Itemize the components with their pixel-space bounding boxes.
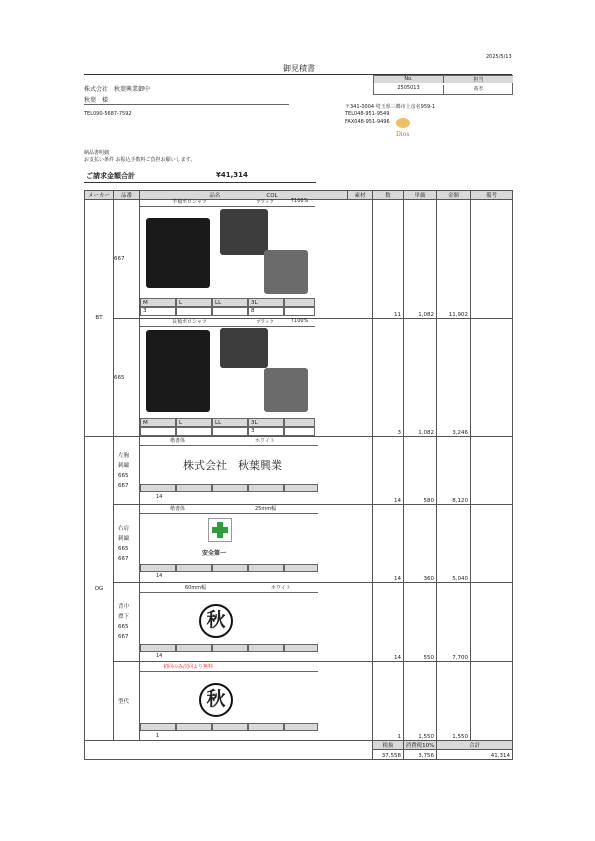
item-amount: 3,246 xyxy=(437,319,471,437)
item-code: 665 xyxy=(114,319,140,437)
header-qty: 数 xyxy=(373,191,404,200)
footer-labels xyxy=(85,741,513,750)
total-rule xyxy=(84,182,316,183)
og-price: 1,550 xyxy=(404,662,437,741)
staff-value: 髙氷 xyxy=(443,85,513,94)
og-count: 14 xyxy=(156,494,163,500)
header-name: 品名 COL xyxy=(140,191,348,200)
header-remarks: 備考 xyxy=(471,191,513,200)
og-qty: 1 xyxy=(373,662,404,741)
detail-image xyxy=(264,368,308,412)
vendor-fax: FAX048-951-9496 xyxy=(345,119,390,125)
og-count: 14 xyxy=(156,573,163,579)
logo-swirl-icon xyxy=(396,118,410,128)
item-code: 667 xyxy=(114,200,140,319)
size-grid: M L LL 3L xyxy=(140,298,315,308)
og-font: 楷書体 xyxy=(170,438,186,444)
og-qty: 14 xyxy=(373,505,404,583)
tax-value: 3,756 xyxy=(404,750,437,760)
og-note: 初回のみ次回より無料 xyxy=(163,664,214,670)
og-color: ホワイト xyxy=(255,438,275,444)
total-label: ご請求金額合計 xyxy=(86,172,135,180)
item-name: 半袖ポロシャツ xyxy=(172,199,207,205)
item-color: ブラック xyxy=(256,320,274,325)
og-code: 型代 xyxy=(114,662,140,741)
grand-total-value: 41,314 xyxy=(437,750,513,760)
item-color: ブラック xyxy=(256,200,274,205)
og-amount: 7,700 xyxy=(437,583,471,662)
customer-company: 株式会社 秋葉興業御中 xyxy=(84,86,151,93)
polo-shirt-image xyxy=(146,218,210,288)
og-price: 580 xyxy=(404,437,437,505)
og-font: 楷書体 xyxy=(170,506,186,512)
notes-line2: お支払い条件 お振込手数料ご負担お願いします。 xyxy=(84,157,196,163)
subtotal-label: 税抜 xyxy=(373,741,404,750)
embroidery-text: 株式会社 秋葉興業 xyxy=(183,459,282,472)
og-amount: 1,550 xyxy=(437,662,471,741)
og-code: 背中 襟下 665 667 xyxy=(114,583,140,662)
count-grid: 3 8 xyxy=(140,306,315,316)
table-row xyxy=(85,437,513,505)
header-maker: メーカー xyxy=(85,191,114,200)
detail-image xyxy=(264,250,308,294)
total-value: ¥41,314 xyxy=(216,171,248,179)
notes-line1: 納品書明細 xyxy=(84,150,110,156)
og-count: 14 xyxy=(156,653,163,659)
item-material: T100% xyxy=(291,198,309,204)
og-size: 60mm幅 xyxy=(185,585,207,591)
maker-og: OG xyxy=(85,437,114,741)
vendor-logo: Dios xyxy=(396,131,410,138)
fabric-image xyxy=(220,328,268,368)
og-count: 1 xyxy=(156,733,160,739)
og-amount: 8,120 xyxy=(437,437,471,505)
tax-label: 消費税10% xyxy=(404,741,437,750)
customer-tel: TEL090-5687-7592 xyxy=(84,111,132,117)
size-grid: M L LL 3L xyxy=(140,418,315,428)
maker-bt: BT xyxy=(85,200,114,437)
safety-text: 安全第一 xyxy=(202,550,227,557)
subtotal-value: 37,558 xyxy=(373,750,404,760)
item-qty: 3 xyxy=(373,319,404,437)
blank-grid xyxy=(140,564,318,572)
item-price: 1,082 xyxy=(404,319,437,437)
grand-total-label: 合計 xyxy=(437,741,513,750)
customer-person: 秋葉 様 xyxy=(84,97,109,104)
header-material: 素材 xyxy=(348,191,373,200)
item-price: 1,082 xyxy=(404,200,437,319)
staff-label: 担当 xyxy=(443,76,513,83)
footer-values xyxy=(85,750,513,760)
og-qty: 14 xyxy=(373,437,404,505)
fabric-image xyxy=(220,209,268,255)
og-code: 右肩 刺繍 665 667 xyxy=(114,505,140,583)
vendor-tel: TEL048-951-9549 xyxy=(345,111,390,117)
no-label: No. xyxy=(374,76,443,83)
og-size: 25mm幅 xyxy=(255,506,277,512)
no-value: 2505013 xyxy=(397,85,420,91)
item-name: 長袖ポロシャツ xyxy=(172,319,207,325)
header-price: 単価 xyxy=(404,191,437,200)
blank-grid xyxy=(140,484,318,492)
og-color: ホワイト xyxy=(271,585,291,591)
og-amount: 5,040 xyxy=(437,505,471,583)
count-grid: 3 xyxy=(140,426,315,436)
date: 2025/5/13 xyxy=(486,54,512,60)
header-code: 品番 xyxy=(114,191,140,200)
safety-cross-icon xyxy=(208,518,232,542)
item-amount: 11,902 xyxy=(437,200,471,319)
item-material: T100% xyxy=(291,318,309,324)
customer-rule xyxy=(84,104,289,105)
header-amount: 金額 xyxy=(437,191,471,200)
item-qty: 11 xyxy=(373,200,404,319)
blank-grid xyxy=(140,644,318,652)
blank-grid xyxy=(140,723,318,731)
og-code: 左胸 刺繍 665 667 xyxy=(114,437,140,505)
aki-logo-icon: 秋 xyxy=(199,604,233,638)
long-polo-image xyxy=(146,330,210,412)
meta-box xyxy=(373,75,513,95)
vendor-address: 〒341-0004 埼玉県三郷市上彦名959-1 xyxy=(345,104,436,110)
og-price: 550 xyxy=(404,583,437,662)
og-price: 360 xyxy=(404,505,437,583)
og-qty: 14 xyxy=(373,583,404,662)
aki-logo-icon: 秋 xyxy=(199,683,233,717)
page-title: 御見積書 xyxy=(283,64,315,73)
